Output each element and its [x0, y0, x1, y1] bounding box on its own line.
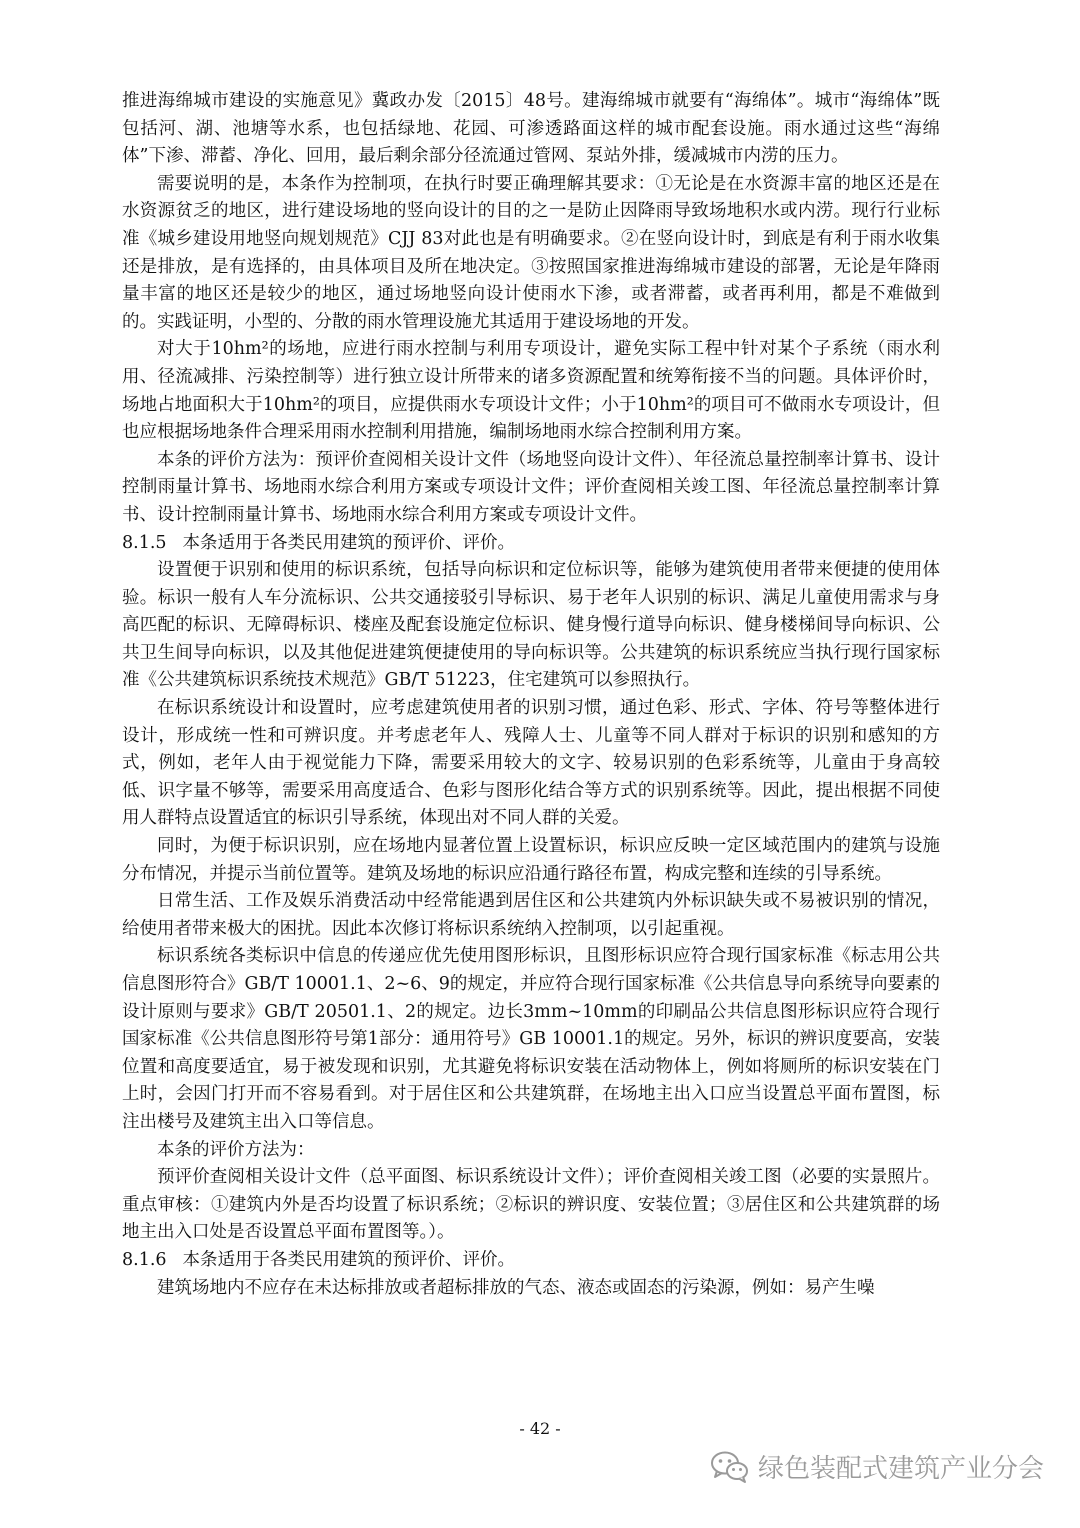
- paragraph: 标识系统各类标识中信息的传递应优先使用图形标识，且图形标识应符合现行国家标准《标志用公共信息图形符合》GB/T 10001.1、2~6、9的规定，并应符合现行国家标准《公共信息导向系统导向要素的设计原则与要求》GB/T 20501.1、2的规定。边长3mm~10mm的印刷品公共信息图形标识应符合现行国家标准《公共信息图形符号第1部分：通用符号》GB 10001.1的规定。另外，标识的辨识度要高，安装位置和高度要适宜，易于被发现和识别，尤其避免将标识安装在活动物体上，例如将厕所的标识安装在门上时，会因门打开而不容易看到。对于居住区和公共建筑群，在场地主出入口应当设置总平面布置图，标注出楼号及建筑主出入口等信息。: [122, 946, 940, 1132]
- clause-number: 8.1.5: [122, 532, 167, 553]
- paragraph: 在标识系统设计和设置时，应考虑建筑使用者的识别习惯，通过色彩、形式、字体、符号等整体进行设计，形成统一性和可辨识度。并考虑老年人、残障人士、儿童等不同人群对于标识的识别和感知的方式，例如，老年人由于视觉能力下降，需要采用较大的文字、较易识别的色彩系统等，儿童由于身高较低、识字量不够等，需要采用高度适合、色彩与图形化结合等方式的识别系统等。因此，提出根据不同使用人群特点设置适宜的标识引导系统，体现出对不同人群的关爱。: [122, 698, 940, 829]
- clause-text: 本条适用于各类民用建筑的预评价、评价。: [182, 532, 516, 553]
- watermark: [710, 1448, 1044, 1485]
- paragraph: 对大于10hm²的场地，应进行雨水控制与利用专项设计，避免实际工程中针对某个子系统（雨水利用、径流减排、污染控制等）进行独立设计所带来的诸多资源配置和统筹衔接不当的问题。具体评价时，场地占地面积大于10hm²的项目，应提供雨水专项设计文件；小于10hm²的项目可不做雨水专项设计，但也应根据场地条件合理采用雨水控制利用措施，编制场地雨水综合控制利用方案。: [122, 339, 940, 443]
- clause-heading: [122, 1247, 940, 1275]
- paragraph: 设置便于识别和使用的标识系统，包括导向标识和定位标识等，能够为建筑使用者带来便捷的使用体验。标识一般有人车分流标识、公共交通接驳引导标识、易于老年人识别的标识、满足儿童使用需求与身高匹配的标识、无障碍标识、楼座及配套设施定位标识、健身慢行道导向标识、健身楼梯间导向标识、公共卫生间导向标识，以及其他促进建筑便捷使用的导向标识等。公共建筑的标识系统应当执行现行国家标准《公共建筑标识系统技术规范》GB/T 51223，住宅建筑可以参照执行。: [122, 560, 940, 691]
- clause-text: 本条适用于各类民用建筑的预评价、评价。: [182, 1249, 516, 1270]
- paragraph: 本条的评价方法为：: [157, 1139, 315, 1160]
- paragraph: 预评价查阅相关设计文件（总平面图、标识系统设计文件）；评价查阅相关竣工图（必要的实景照片。重点审核：①建筑内外是否均设置了标识系统；②标识的辨识度、安装位置；③居住区和公共建筑群的场地主出入口处是否设置总平面布置图等。）。: [122, 1167, 940, 1243]
- clause-heading: [122, 530, 940, 558]
- paragraph: 推进海绵城市建设的实施意见》冀政办发〔2015〕48号。建海绵城市就要有“海绵体”。城市“海绵体”既包括河、湖、池塘等水系，也包括绿地、花园、可渗透路面这样的城市配套设施。雨水通过这些“海绵体”下渗、滞蓄、净化、回用，最后剩余部分径流通过管网、泵站外排，缓减城市内涝的压力。: [122, 91, 940, 167]
- page-number: - 42 -: [519, 1419, 561, 1438]
- paragraph: 同时，为便于标识识别，应在场地内显著位置上设置标识，标识应反映一定区域范围内的建筑与设施分布情况，并提示当前位置等。建筑及场地的标识应沿通行路径布置，构成完整和连续的引导系统。: [122, 836, 940, 884]
- paragraph: 需要说明的是，本条作为控制项，在执行时要正确理解其要求：①无论是在水资源丰富的地区还是在水资源贫乏的地区，进行建设场地的竖向设计的目的之一是防止因降雨导致场地积水或内涝。现行行业标准《城乡建设用地竖向规划规范》CJJ 83对此也是有明确要求。②在竖向设计时，到底是有利于雨水收集还是排放，是有选择的，由具体项目及所在地决定。③按照国家推进海绵城市建设的部署，无论是年降雨量丰富的地区还是较少的地区，通过场地竖向设计使雨水下渗，或者滞蓄，或者再利用，都是不难做到的。实践证明，小型的、分散的雨水管理设施尤其适用于建设场地的开发。: [122, 173, 940, 332]
- wechat-icon: [710, 1450, 750, 1484]
- paragraph: 本条的评价方法为：预评价查阅相关设计文件（场地竖向设计文件）、年径流总量控制率计算书、设计控制雨量计算书、场地雨水综合利用方案或专项设计文件；评价查阅相关竣工图、年径流总量控制率计算书、设计控制雨量计算书、场地雨水综合利用方案或专项设计文件。: [122, 449, 940, 525]
- watermark-text: 绿色装配式建筑产业分会: [757, 1454, 1044, 1484]
- paragraph: 建筑场地内不应存在未达标排放或者超标排放的气态、液态或固态的污染源，例如：易产生噪: [157, 1277, 875, 1298]
- clause-number: 8.1.6: [122, 1249, 167, 1270]
- document-body: [122, 88, 940, 1302]
- paragraph: 日常生活、工作及娱乐消费活动中经常能遇到居住区和公共建筑内外标识缺失或不易被识别的情况，给使用者带来极大的困扰。因此本次修订将标识系统纳入控制项，以引起重视。: [122, 891, 940, 939]
